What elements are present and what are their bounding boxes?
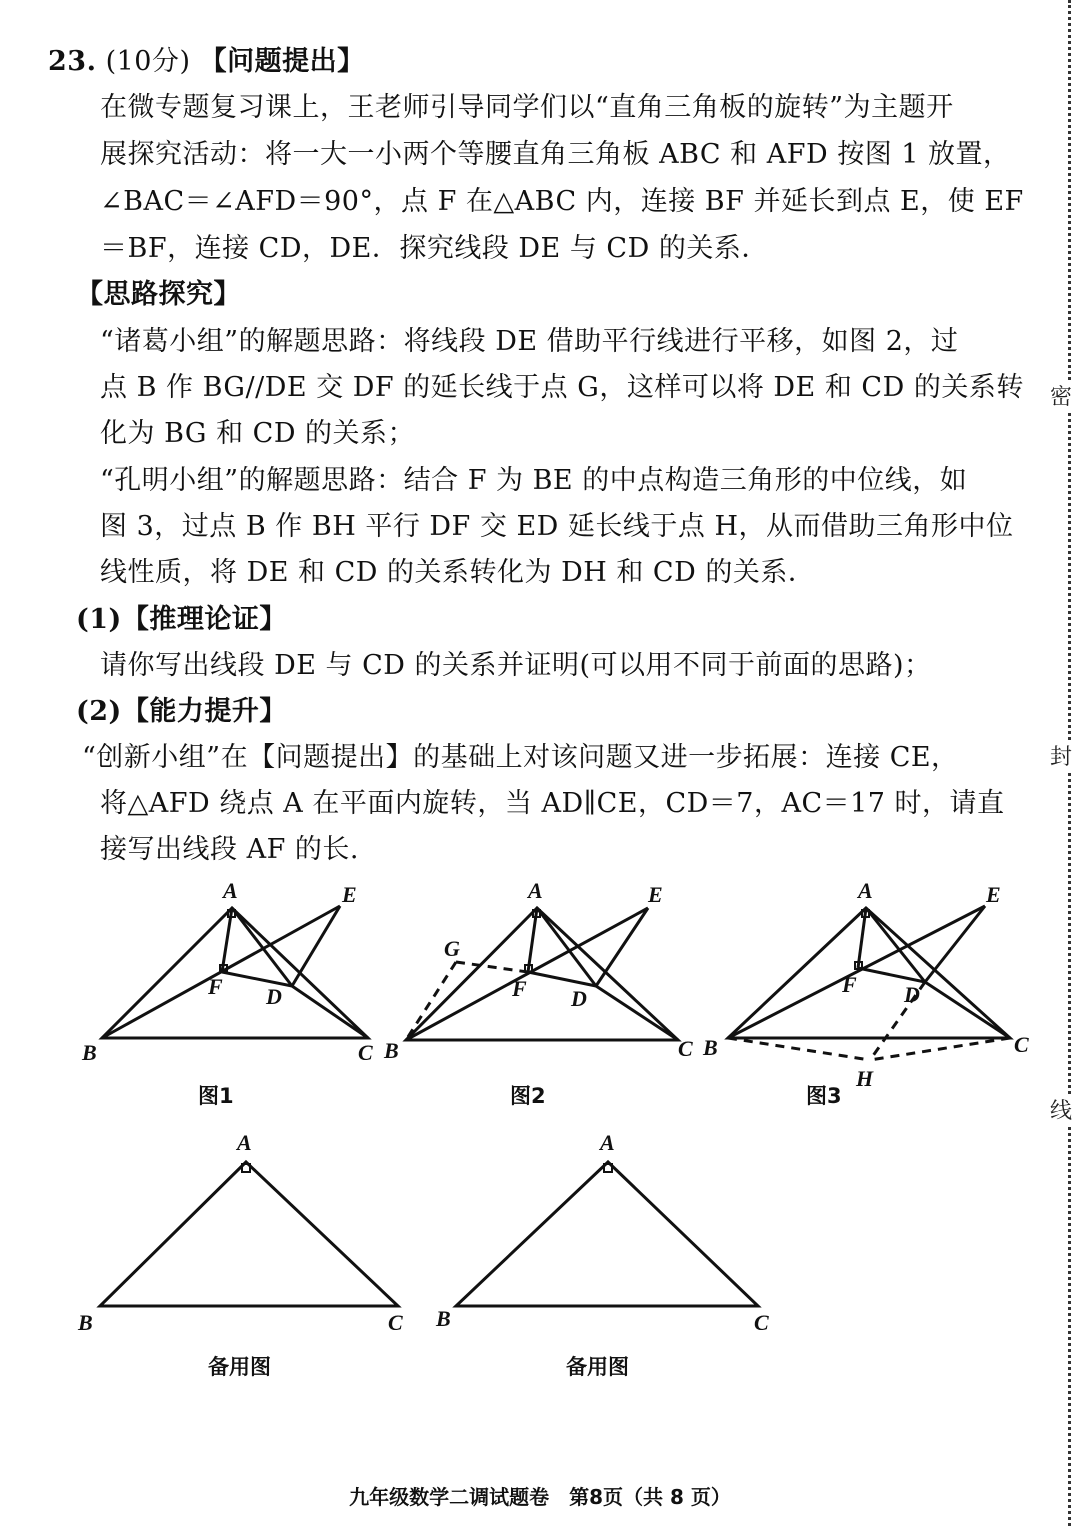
segment-dc [596,986,678,1040]
label-a: A [600,1130,615,1155]
segment-gf-dashed [456,962,528,972]
label-c: C [754,1310,769,1335]
explore-line: 图 3，过点 B 作 BH 平行 DF 交 ED 延长线于点 H，从而借助三角形中位 [100,511,1014,542]
explore-line: “诸葛小组”的解题思路：将线段 DE 借助平行线进行平移，如图 2，过 [100,326,959,357]
margin-char-line: 线 [1046,1094,1076,1125]
segment-bg-dashed [406,962,456,1040]
spare-figure-1 [100,1162,398,1306]
part2-title: (2)【能力提升】 [76,696,287,727]
explore-line: 线性质，将 DE 和 CD 的关系转化为 DH 和 CD 的关系． [100,557,816,588]
section-title-explore: 【思路探究】 [76,279,241,310]
label-a: A [528,878,543,903]
part2-line: 将△AFD 绕点 A 在平面内旋转，当 AD∥CE，CD＝7，AC＝17 时，请直 [100,788,1005,819]
label-d: D [571,986,587,1011]
caption-spare-2: 备用图 [566,1355,629,1379]
segment-ed [925,906,985,982]
triangle-abc [456,1162,758,1306]
caption-spare-1: 备用图 [208,1355,271,1379]
explore-line: “孔明小组”的解题思路：结合 F 为 BE 的中点构造三角形的中位线，如 [100,465,968,496]
part1-line: 请你写出线段 DE 与 CD 的关系并证明(可以用不同于前面的思路)； [100,650,932,681]
label-c: C [358,1040,373,1065]
label-g: G [444,936,460,961]
label-c: C [388,1310,403,1335]
explore-line: 点 B 作 BG//DE 交 DF 的延长线于点 G，这样可以将 DE 和 CD 的关系转 [100,372,1024,403]
segment-dc [925,982,1010,1038]
part1-title: (1)【推理论证】 [76,604,287,635]
intro-line: 展探究活动：将一大一小两个等腰直角三角板 ABC 和 AFD 按图 1 放置， [100,139,1011,170]
label-a: A [237,1130,252,1155]
label-c: C [1014,1032,1029,1057]
label-b: B [436,1306,451,1331]
segment-be [406,908,648,1040]
segment-dc [292,986,368,1038]
segment-bh-dashed [728,1038,870,1060]
caption-figure-2: 图2 [510,1084,546,1108]
figure-1 [102,906,368,1038]
label-f: F [208,974,223,999]
label-e: E [342,882,357,907]
label-d: D [266,984,282,1009]
label-d: D [904,982,920,1007]
label-a: A [223,878,238,903]
figure-2 [406,908,678,1040]
intro-line: ∠BAC＝∠AFD＝90°，点 F 在△ABC 内，连接 BF 并延长到点 E，使 EF [100,186,1024,217]
label-b: B [703,1035,718,1060]
label-b: B [78,1310,93,1335]
segment-ch-dashed [870,1038,1010,1060]
label-b: B [82,1040,97,1065]
caption-figure-3: 图3 [806,1084,842,1108]
label-e: E [986,882,1001,907]
question-number: 23. [48,46,97,77]
triangle-abc [100,1162,398,1306]
intro-line: 在微专题复习课上，王老师引导同学们以“直角三角板的旋转”为主题开 [100,92,954,123]
margin-char-seal: 密 [1046,380,1076,411]
part2-line: “创新小组”在【问题提出】的基础上对该问题又进一步拓展：连接 CE， [82,742,959,773]
label-f: F [512,976,527,1001]
margin-char-close: 封 [1046,740,1076,771]
label-f: F [842,972,857,997]
caption-figure-1: 图1 [198,1084,234,1108]
segment-ed [596,908,648,986]
explore-line: 化为 BG 和 CD 的关系； [100,418,416,449]
figure-3 [728,906,1010,1060]
page-footer: 九年级数学二调试题卷 第8页（共 8 页） [349,1485,731,1509]
label-a: A [858,878,873,903]
intro-line: ＝BF，连接 CD，DE．探究线段 DE 与 CD 的关系． [100,233,769,264]
question-score: (10分) [105,46,191,77]
label-e: E [648,882,663,907]
label-c: C [678,1036,693,1061]
label-b: B [384,1038,399,1063]
label-h: H [856,1066,874,1091]
section-title-problem: 【问题提出】 [199,46,365,77]
part2-line: 接写出线段 AF 的长. [100,834,359,865]
spare-figure-2 [456,1162,758,1306]
